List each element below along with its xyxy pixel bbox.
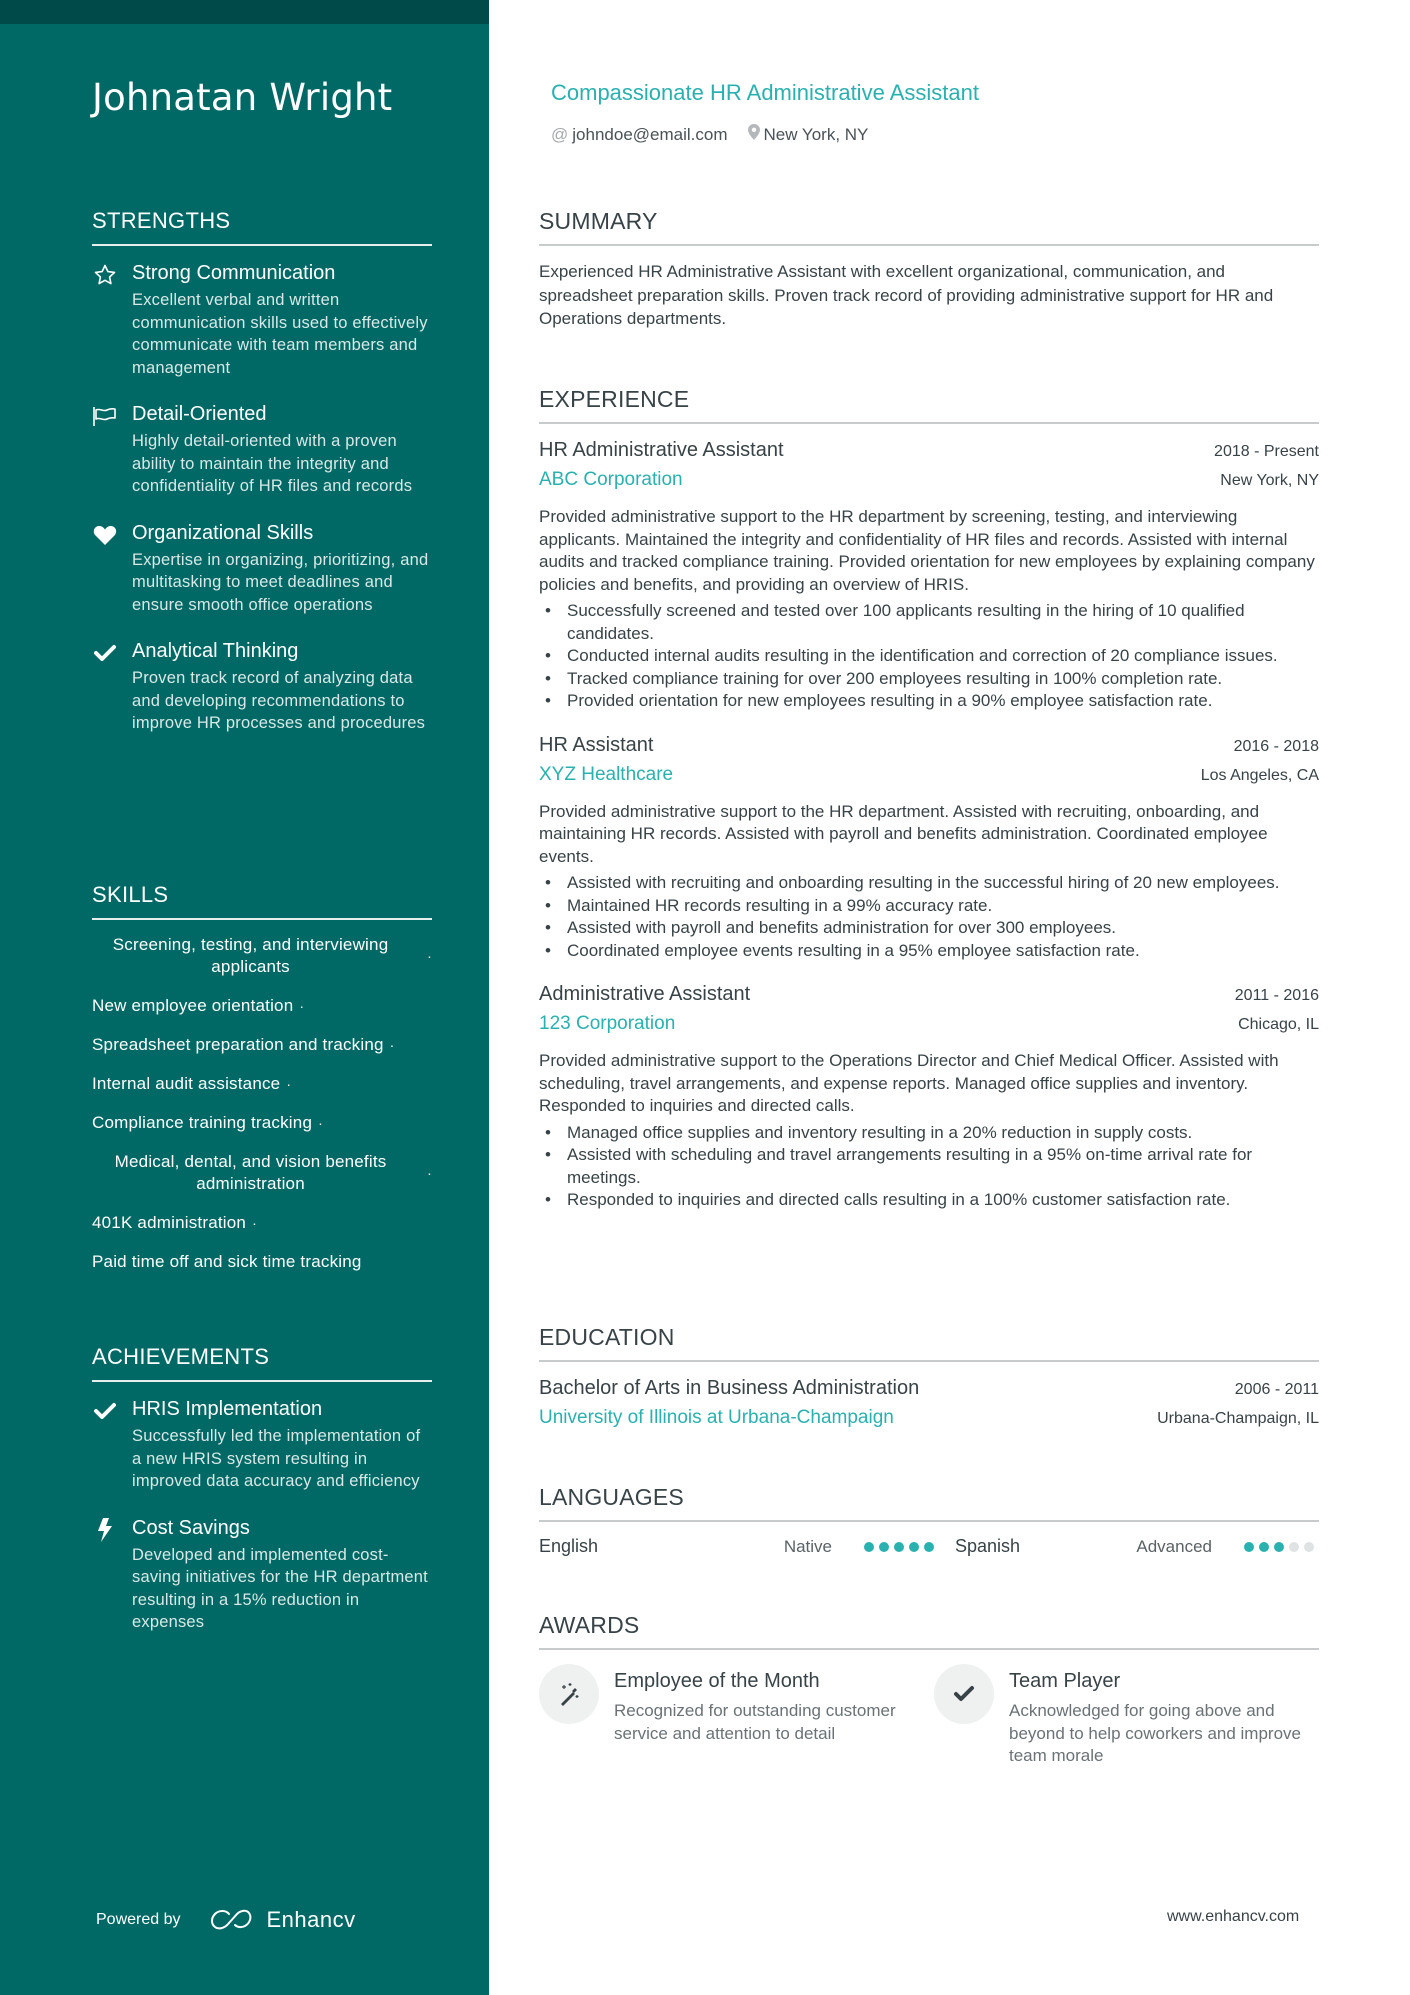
enhancv-brand-name: Enhancv (266, 1907, 356, 1932)
sidebar-top-band (0, 0, 489, 24)
skill-item (92, 995, 432, 1017)
award-title: Employee of the Month (614, 1670, 820, 1692)
proficiency-dots (1244, 1542, 1319, 1552)
languages-section (539, 1484, 1319, 1557)
contact-email[interactable] (551, 125, 728, 145)
award-item (934, 1664, 1329, 1768)
email-text: johndoe@email.com (572, 124, 728, 144)
strength-desc: Expertise in organizing, prioritizing, and multitasking to meet deadlines and ensure smooth office operations (132, 550, 429, 614)
degree-title: Bachelor of Arts in Business Administration (539, 1377, 920, 1399)
dot-filled (1244, 1542, 1254, 1552)
skill-separator: · (252, 1215, 257, 1231)
contact-info (551, 124, 888, 145)
skill-text: Spreadsheet preparation and tracking (92, 1035, 384, 1054)
skill-item (92, 1073, 432, 1095)
skill-text: New employee orientation (92, 996, 294, 1015)
bullet-item: • Successfully screened and tested over 100 applicants resulting in the hiring of 10 qualified candidates. (539, 600, 1319, 645)
check-icon (934, 1664, 994, 1724)
bullet-item: • Provided orientation for new employees resulting in a 90% employee satisfaction rate. (539, 690, 1319, 713)
strength-item (92, 520, 432, 617)
education-dates: 2006 - 2011 (1234, 1381, 1319, 1398)
bullet-item: • Assisted with payroll and benefits administration for over 300 employees. (539, 917, 1319, 940)
powered-by-label: Powered by (96, 1911, 181, 1928)
bullet-item: • Maintained HR records resulting in a 99% accuracy rate. (539, 895, 1319, 918)
skill-text: Compliance training tracking (92, 1113, 313, 1132)
skill-item (92, 934, 432, 978)
dot-filled (879, 1542, 889, 1552)
position-description: Provided administrative support to the HR department by screening, testing, and interviewing applicants. Maintained the integrity and confidentiality of HR files and records. Assisted with internal audits and tracked compliance training. Provided orientation for new employees by explaining company policies and benefits, and providing an overview of HRIS. (539, 507, 1315, 594)
proficiency-dots (864, 1542, 939, 1552)
location-text: New York, NY (763, 124, 869, 144)
position-location: New York, NY (1220, 472, 1319, 489)
at-sign-icon: @ (551, 124, 569, 144)
awards-heading: AWARDS (539, 1612, 1319, 1650)
skill-item (92, 1212, 432, 1234)
achievement-desc: Successfully led the implementation of a new HRIS system resulting in improved data accuracy and efficiency (132, 1427, 421, 1490)
position-dates: 2016 - 2018 (1233, 737, 1319, 755)
position-description: Provided administrative support to the Operations Director and Chief Medical Officer. Assisted with scheduling, travel arrangements, and expense reports. Managed office supplies and inventory. Responded to inquiries and directed calls. (539, 1051, 1279, 1115)
bullet-item: • Conducted internal audits resulting in the identification and correction of 20 compliance issues. (539, 645, 1319, 668)
strength-title: Strong Communication (132, 262, 336, 284)
website-link[interactable]: www.enhancv.com (1167, 1908, 1300, 1925)
position-dates: 2011 - 2016 (1234, 987, 1319, 1004)
education-heading: EDUCATION (539, 1324, 1319, 1362)
languages-list (539, 1536, 1319, 1557)
school-name: University of Illinois at Urbana-Champaign (539, 1407, 894, 1428)
star-icon (92, 262, 118, 288)
skill-item (92, 1112, 432, 1134)
strength-title: Organizational Skills (132, 521, 314, 544)
skill-separator: · (299, 998, 305, 1014)
skill-item (92, 1251, 432, 1273)
summary-text: Experienced HR Administrative Assistant with excellent organizational, communication, and spreadsheet preparation skills. Proven track record of providing administrative support for HR and Operations departments. (539, 262, 1274, 328)
education-entry (539, 1374, 1319, 1434)
strength-desc: Highly detail-oriented with a proven ability to maintain the integrity and confidentiality of HR files and records (132, 432, 413, 495)
sidebar (0, 0, 489, 1995)
company-name: ABC Corporation (539, 469, 683, 490)
enhancv-logo[interactable] (209, 1907, 356, 1933)
dot-filled (924, 1542, 934, 1552)
skills-heading: SKILLS (92, 882, 432, 920)
heart-icon (92, 522, 118, 548)
strength-desc: Proven track record of analyzing data and developing recommendations to improve HR processes and procedures (132, 669, 426, 732)
position-bullets (539, 1122, 1319, 1212)
experience-heading: EXPERIENCE (539, 386, 1319, 424)
achievement-title: HRIS Implementation (132, 1398, 323, 1420)
dot-filled (909, 1542, 919, 1552)
language-name: English (539, 1536, 599, 1556)
experience-entry (539, 436, 1319, 713)
dot-filled (864, 1542, 874, 1552)
achievement-title: Cost Savings (132, 1516, 250, 1539)
achievement-desc: Developed and implemented cost-saving initiatives for the HR department resulting in a 15% reduction in expenses (132, 1545, 428, 1631)
awards-list (539, 1664, 1319, 1768)
languages-heading: LANGUAGES (539, 1484, 1319, 1522)
bullet-item: • Assisted with recruiting and onboarding resulting in the successful hiring of 20 new employees. (539, 872, 1319, 895)
awards-section (539, 1612, 1319, 1768)
skill-separator: · (427, 948, 432, 964)
skill-text: Internal audit assistance (92, 1074, 281, 1093)
bullet-item: • Assisted with scheduling and travel arrangements resulting in a 95% on-time arrival rate for meetings. (539, 1144, 1319, 1189)
position-bullets (539, 872, 1319, 962)
award-desc: Acknowledged for going above and beyond to help coworkers and improve team morale (1009, 1701, 1301, 1765)
position-title: HR Assistant (539, 733, 654, 756)
dot-filled (1259, 1542, 1269, 1552)
skill-text: Paid time off and sick time tracking (92, 1252, 362, 1271)
check-icon (92, 1398, 118, 1424)
location-pin-icon (748, 124, 760, 145)
skill-separator: · (427, 1165, 432, 1181)
position-dates: 2018 - Present (1214, 443, 1319, 460)
dot-empty (1304, 1542, 1314, 1552)
award-item (539, 1664, 934, 1768)
summary-heading: SUMMARY (539, 208, 1319, 246)
skill-text: Medical, dental, and vision benefits administration (114, 1152, 387, 1193)
achievements-heading: ACHIEVEMENTS (92, 1344, 432, 1382)
position-location: Los Angeles, CA (1200, 766, 1319, 784)
candidate-name: Johnatan Wright (92, 76, 393, 119)
enhancv-logo-icon (209, 1908, 257, 1932)
dot-empty (1289, 1542, 1299, 1552)
powered-by (96, 1907, 356, 1933)
skill-item (92, 1034, 432, 1056)
education-section (539, 1324, 1319, 1434)
contact-location (748, 124, 869, 145)
skill-text: Screening, testing, and interviewing applicants (112, 935, 389, 976)
company-name: 123 Corporation (539, 1013, 676, 1034)
position-location: Chicago, IL (1238, 1016, 1319, 1033)
bullet-item: • Tracked compliance training for over 200 employees resulting in 100% completion rate. (539, 668, 1319, 691)
experience-section (539, 386, 1319, 1212)
award-desc: Recognized for outstanding customer service and attention to detail (614, 1701, 896, 1743)
achievement-item (92, 1396, 432, 1493)
strength-title: Analytical Thinking (132, 640, 299, 662)
job-title: Compassionate HR Administrative Assistant (551, 80, 979, 105)
skill-separator: · (286, 1076, 292, 1092)
bullet-item: • Coordinated employee events resulting in a 95% employee satisfaction rate. (539, 940, 1319, 963)
experience-entry (539, 731, 1319, 963)
position-bullets (539, 600, 1319, 713)
flag-icon (92, 403, 118, 429)
magic-wand-icon (539, 1664, 599, 1724)
achievement-item (92, 1515, 432, 1634)
position-title: Administrative Assistant (539, 983, 751, 1005)
skill-separator: · (318, 1115, 323, 1131)
experience-entry (539, 980, 1319, 1212)
strength-desc: Excellent verbal and written communication skills used to effectively communicate with team members and management (132, 291, 428, 377)
bullet-item: • Managed office supplies and inventory resulting in a 20% reduction in supply costs. (539, 1122, 1319, 1145)
strengths-heading: STRENGTHS (92, 208, 432, 246)
skill-text: 401K administration (92, 1213, 247, 1232)
strength-item (92, 638, 432, 735)
bullet-item: • Responded to inquiries and directed calls resulting in a 100% customer satisfaction rate. (539, 1189, 1319, 1212)
skill-item (92, 1151, 432, 1195)
skills-section (92, 882, 432, 1290)
language-item (955, 1536, 1319, 1557)
position-title: HR Administrative Assistant (539, 439, 784, 461)
strengths-section (92, 208, 432, 735)
check-icon (92, 640, 118, 666)
summary-section (539, 208, 1319, 331)
lightning-icon (92, 1517, 118, 1543)
position-description: Provided administrative support to the HR department. Assisted with recruiting, onboarding, and maintaining HR records. Assisted with payroll and benefits administration. Coordinated employee events. (539, 801, 1268, 866)
language-level: Advanced (1136, 1536, 1212, 1556)
strength-item (92, 401, 432, 498)
language-level: Native (783, 1536, 832, 1556)
award-title: Team Player (1009, 1670, 1121, 1692)
strength-item (92, 260, 432, 379)
skills-list (92, 934, 432, 1273)
company-name: XYZ Healthcare (539, 763, 674, 785)
skill-separator: · (389, 1037, 395, 1053)
education-location: Urbana-Champaign, IL (1157, 1410, 1319, 1427)
strength-title: Detail-Oriented (132, 403, 267, 425)
dot-filled (894, 1542, 904, 1552)
achievements-section (92, 1344, 432, 1634)
dot-filled (1274, 1542, 1284, 1552)
language-item (539, 1536, 955, 1557)
language-name: Spanish (955, 1536, 1021, 1556)
